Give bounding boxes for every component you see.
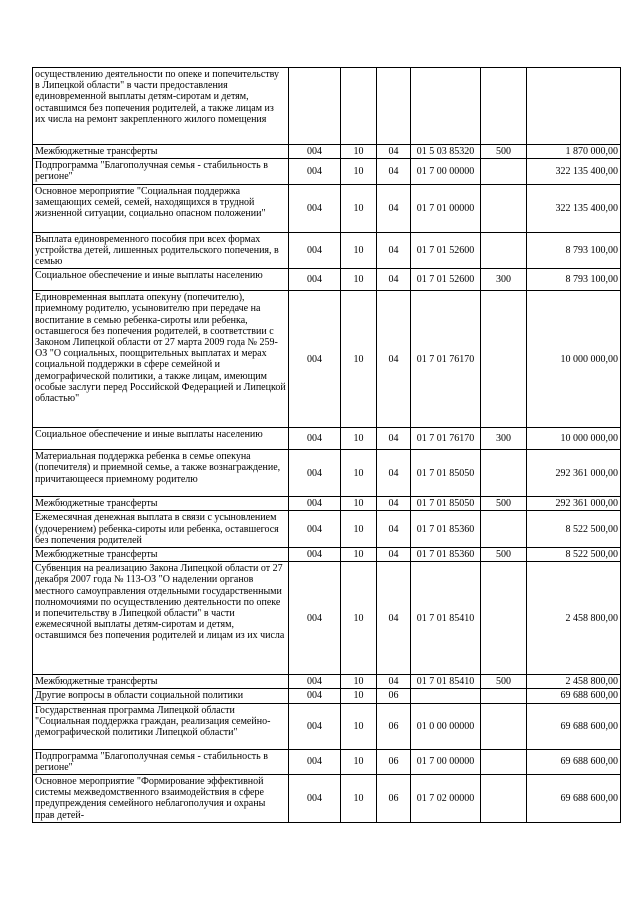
amount-cell: 8 522 500,00 [527, 511, 621, 548]
subsection-code-cell: 04 [377, 548, 411, 562]
expense-type-cell [481, 159, 527, 184]
ministry-code-cell: 004 [289, 450, 341, 497]
row-name-cell: Субвенция на реализацию Закона Липецкой области от 27 декабря 2007 года № 113-ОЗ "О наделении органов местного самоуправления отдельными государственными полномочиями по осуществлению деятельности по опеке и попечительству в Липецкой области" в части ежемесячной выплаты детям-сиротам и детям, оставшимся без попечения родителей и лицам из их числа [33, 562, 289, 675]
table-row [33, 675, 621, 689]
ministry-code-cell: 004 [289, 232, 341, 269]
table-row [33, 548, 621, 562]
expense-type-cell [481, 703, 527, 749]
row-name-cell: Государственная программа Липецкой области "Социальная поддержка граждан, реализация семейно-демографической политики Липецкой области" [33, 703, 289, 749]
amount-cell: 2 458 800,00 [527, 675, 621, 689]
section-code-cell: 10 [341, 159, 377, 184]
amount-cell: 292 361 000,00 [527, 497, 621, 511]
target-article-cell: 01 7 01 76170 [411, 291, 481, 428]
section-code-cell: 10 [341, 703, 377, 749]
target-article-cell: 01 7 01 85410 [411, 675, 481, 689]
section-code-cell: 10 [341, 269, 377, 291]
table-row [33, 689, 621, 703]
section-code-cell: 10 [341, 184, 377, 232]
expense-type-cell [481, 689, 527, 703]
section-code-cell: 10 [341, 749, 377, 774]
table-row [33, 703, 621, 749]
ministry-code-cell: 004 [289, 775, 341, 823]
amount-cell [527, 68, 621, 145]
target-article-cell: 01 7 01 85050 [411, 497, 481, 511]
target-article-cell: 01 7 01 76170 [411, 428, 481, 450]
subsection-code-cell: 04 [377, 184, 411, 232]
table-row [33, 269, 621, 291]
target-article-cell: 01 7 02 00000 [411, 775, 481, 823]
row-name-cell: Социальное обеспечение и иные выплаты населению [33, 269, 289, 291]
amount-cell: 10 000 000,00 [527, 428, 621, 450]
expense-type-cell: 500 [481, 548, 527, 562]
ministry-code-cell: 004 [289, 145, 341, 159]
table-row [33, 68, 621, 145]
row-name-cell: Межбюджетные трансферты [33, 497, 289, 511]
amount-cell: 10 000 000,00 [527, 291, 621, 428]
target-article-cell [411, 68, 481, 145]
amount-cell: 322 135 400,00 [527, 184, 621, 232]
target-article-cell: 01 7 01 52600 [411, 269, 481, 291]
amount-cell: 69 688 600,00 [527, 749, 621, 774]
row-name-cell: Выплата единовременного пособия при всех формах устройства детей, лишенных родительского попечения, в семью [33, 232, 289, 269]
budget-table [32, 67, 621, 823]
amount-cell: 8 522 500,00 [527, 548, 621, 562]
expense-type-cell: 500 [481, 497, 527, 511]
section-code-cell: 10 [341, 450, 377, 497]
row-name-cell: Межбюджетные трансферты [33, 145, 289, 159]
subsection-code-cell [377, 68, 411, 145]
amount-cell: 69 688 600,00 [527, 775, 621, 823]
expense-type-cell [481, 775, 527, 823]
subsection-code-cell: 04 [377, 232, 411, 269]
expense-type-cell: 300 [481, 269, 527, 291]
target-article-cell: 01 0 00 00000 [411, 703, 481, 749]
subsection-code-cell: 06 [377, 703, 411, 749]
target-article-cell: 01 7 01 85360 [411, 511, 481, 548]
table-row [33, 450, 621, 497]
table-body [33, 68, 621, 823]
subsection-code-cell: 04 [377, 159, 411, 184]
expense-type-cell: 500 [481, 675, 527, 689]
ministry-code-cell: 004 [289, 428, 341, 450]
subsection-code-cell: 04 [377, 291, 411, 428]
table-row [33, 749, 621, 774]
table-row [33, 511, 621, 548]
section-code-cell: 10 [341, 689, 377, 703]
section-code-cell: 10 [341, 291, 377, 428]
table-row [33, 291, 621, 428]
subsection-code-cell: 06 [377, 749, 411, 774]
target-article-cell: 01 7 00 00000 [411, 749, 481, 774]
ministry-code-cell: 004 [289, 548, 341, 562]
row-name-cell: Межбюджетные трансферты [33, 675, 289, 689]
row-name-cell: Социальное обеспечение и иные выплаты населению [33, 428, 289, 450]
amount-cell: 69 688 600,00 [527, 689, 621, 703]
ministry-code-cell [289, 68, 341, 145]
section-code-cell: 10 [341, 232, 377, 269]
target-article-cell: 01 7 00 00000 [411, 159, 481, 184]
target-article-cell: 01 7 01 85410 [411, 562, 481, 675]
section-code-cell: 10 [341, 511, 377, 548]
section-code-cell: 10 [341, 497, 377, 511]
subsection-code-cell: 04 [377, 269, 411, 291]
amount-cell: 8 793 100,00 [527, 269, 621, 291]
section-code-cell: 10 [341, 548, 377, 562]
ministry-code-cell: 004 [289, 159, 341, 184]
table-row [33, 775, 621, 823]
ministry-code-cell: 004 [289, 562, 341, 675]
amount-cell: 8 793 100,00 [527, 232, 621, 269]
table-row [33, 428, 621, 450]
target-article-cell: 01 7 01 85360 [411, 548, 481, 562]
expense-type-cell [481, 291, 527, 428]
table-row [33, 145, 621, 159]
row-name-cell: осуществлению деятельности по опеке и попечительству в Липецкой области" в части предоставления единовременной выплаты детям-сиротам и детям, оставшимся без попечения родителей, а также лицам из их числа на ремонт закрепленного жилого помещения [33, 68, 289, 145]
table-row [33, 184, 621, 232]
ministry-code-cell: 004 [289, 184, 341, 232]
table-row [33, 562, 621, 675]
ministry-code-cell: 004 [289, 749, 341, 774]
subsection-code-cell: 06 [377, 689, 411, 703]
target-article-cell: 01 7 01 52600 [411, 232, 481, 269]
row-name-cell: Основное мероприятие "Социальная поддержка замещающих семей, семей, находящихся в трудной жизненной ситуации, социально опасном положении" [33, 184, 289, 232]
section-code-cell: 10 [341, 775, 377, 823]
row-name-cell: Подпрограмма "Благополучная семья - стабильность в регионе" [33, 159, 289, 184]
table-row [33, 232, 621, 269]
row-name-cell: Подпрограмма "Благополучная семья - стабильность в регионе" [33, 749, 289, 774]
row-name-cell: Материальная поддержка ребенка в семье опекуна (попечителя) и приемной семье, а также вознаграждение, причитающееся приемному родителю [33, 450, 289, 497]
section-code-cell: 10 [341, 562, 377, 675]
row-name-cell: Единовременная выплата опекуну (попечителю), приемному родителю, усыновителю при передаче на воспитание в семью ребенка-сироты или ребенка, оставшегося без попечения родителей, в соответствии с Законом Липецкой области от 27 марта 2009 года № 259-ОЗ "О социальных, поощрительных выплатах и мерах социальной поддержки в сфере семейной и демографической политики, а также лицам, имеющим особые заслуги перед Российской Федерацией и Липецкой областью" [33, 291, 289, 428]
expense-type-cell [481, 511, 527, 548]
expense-type-cell [481, 450, 527, 497]
target-article-cell: 01 7 01 85050 [411, 450, 481, 497]
table-row [33, 497, 621, 511]
section-code-cell: 10 [341, 428, 377, 450]
ministry-code-cell: 004 [289, 703, 341, 749]
row-name-cell: Межбюджетные трансферты [33, 548, 289, 562]
target-article-cell: 01 5 03 85320 [411, 145, 481, 159]
amount-cell: 69 688 600,00 [527, 703, 621, 749]
ministry-code-cell: 004 [289, 689, 341, 703]
section-code-cell: 10 [341, 145, 377, 159]
table-row [33, 159, 621, 184]
amount-cell: 322 135 400,00 [527, 159, 621, 184]
expense-type-cell [481, 68, 527, 145]
ministry-code-cell: 004 [289, 675, 341, 689]
expense-type-cell [481, 184, 527, 232]
section-code-cell [341, 68, 377, 145]
subsection-code-cell: 04 [377, 511, 411, 548]
subsection-code-cell: 04 [377, 675, 411, 689]
amount-cell: 2 458 800,00 [527, 562, 621, 675]
expense-type-cell [481, 562, 527, 675]
subsection-code-cell: 04 [377, 450, 411, 497]
expense-type-cell: 300 [481, 428, 527, 450]
expense-type-cell [481, 749, 527, 774]
ministry-code-cell: 004 [289, 291, 341, 428]
target-article-cell: 01 7 01 00000 [411, 184, 481, 232]
ministry-code-cell: 004 [289, 269, 341, 291]
ministry-code-cell: 004 [289, 511, 341, 548]
section-code-cell: 10 [341, 675, 377, 689]
subsection-code-cell: 06 [377, 775, 411, 823]
expense-type-cell [481, 232, 527, 269]
ministry-code-cell: 004 [289, 497, 341, 511]
target-article-cell [411, 689, 481, 703]
subsection-code-cell: 04 [377, 562, 411, 675]
subsection-code-cell: 04 [377, 497, 411, 511]
subsection-code-cell: 04 [377, 145, 411, 159]
expense-type-cell: 500 [481, 145, 527, 159]
amount-cell: 292 361 000,00 [527, 450, 621, 497]
amount-cell: 1 870 000,00 [527, 145, 621, 159]
row-name-cell: Ежемесячная денежная выплата в связи с усыновлением (удочерением) ребенка-сироты или ребенка, оставшегося без попечения родителей [33, 511, 289, 548]
subsection-code-cell: 04 [377, 428, 411, 450]
row-name-cell: Другие вопросы в области социальной политики [33, 689, 289, 703]
row-name-cell: Основное мероприятие "Формирование эффективной системы межведомственного взаимодействия в сфере предупреждения семейного неблагополучия и охраны прав детей- [33, 775, 289, 823]
